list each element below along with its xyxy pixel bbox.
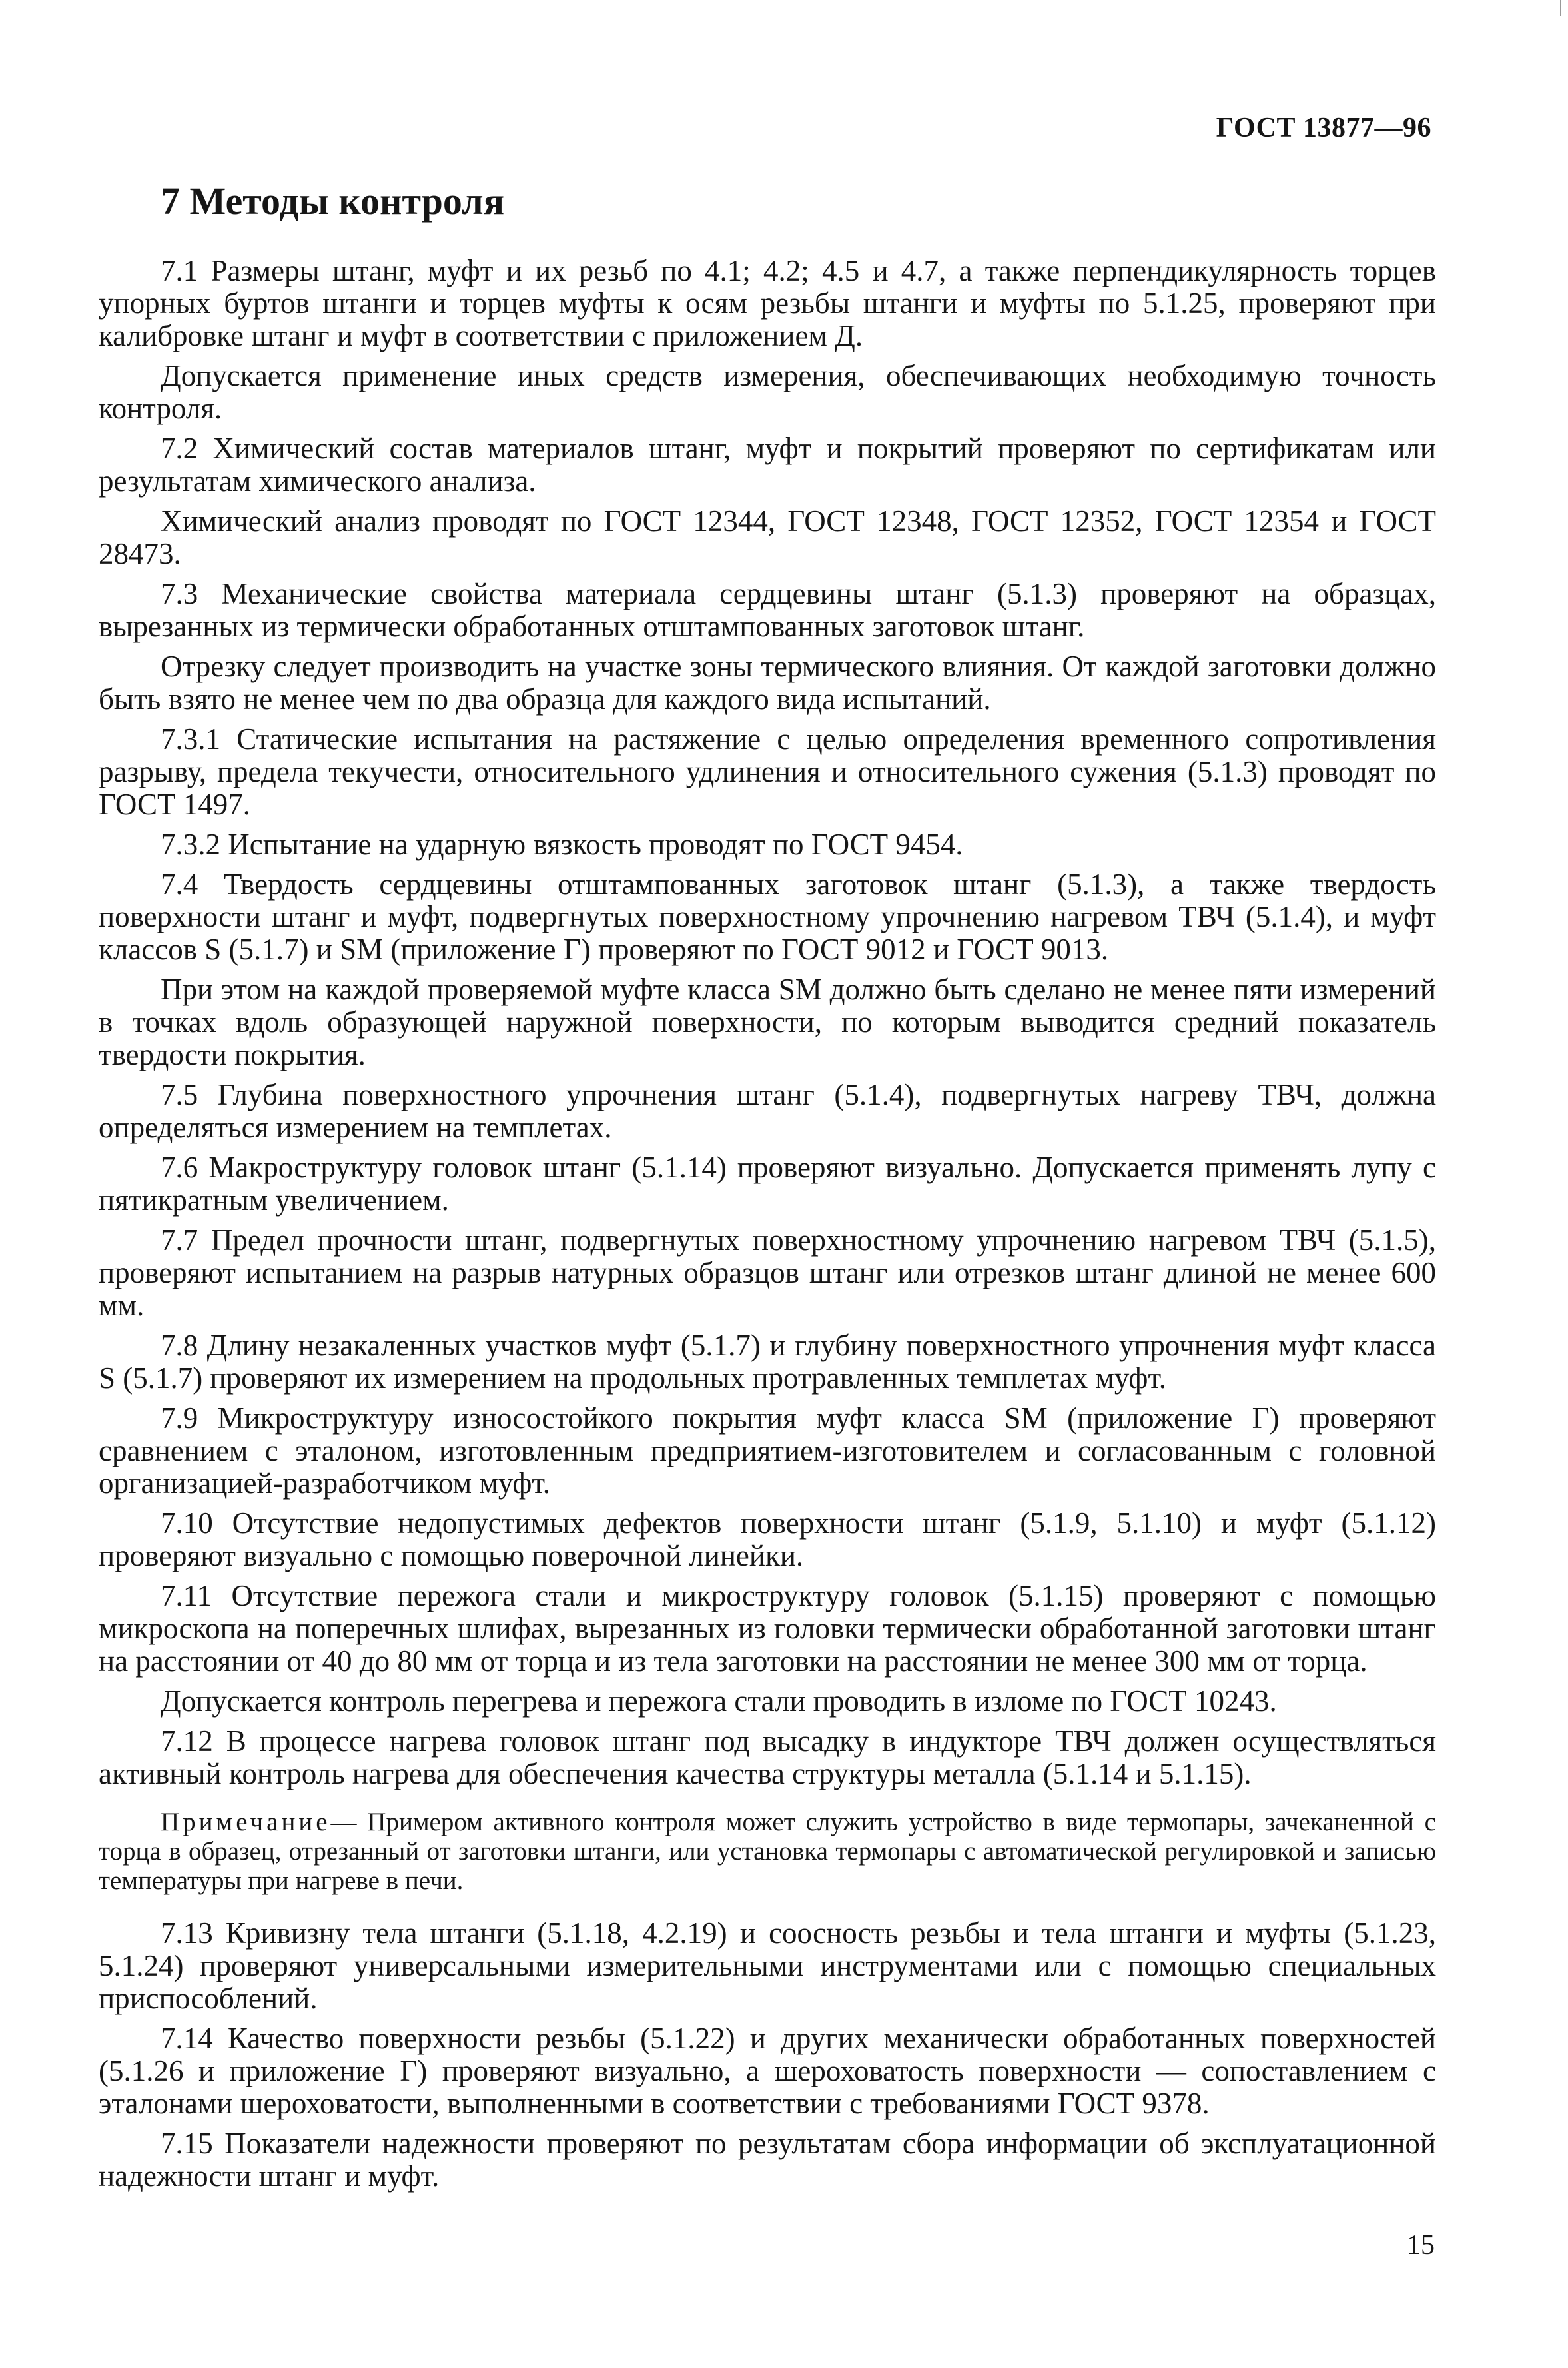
paragraph-7-11-overheat: Допускается контроль перегрева и пережога стали проводить в изломе по ГОСТ 10243. [161,1684,1277,1718]
paragraph-7-2-analysis: Химический анализ проводят по ГОСТ 12344, ГОСТ 12348, ГОСТ 12352, ГОСТ 12354 и ГОСТ 28473. [99,504,1436,570]
paragraph-7-3-cutting: Отрезку следует производить на участке зоны термического влияния. От каждой заготовки должно быть взято не менее чем по два образца для каждого вида испытаний. [99,650,1436,716]
paragraph-7-14: 7.14 Качество поверхности резьбы (5.1.22) и других механически обработанных поверхностей (5.1.26 и приложение Г) проверяют визуально, а шероховатость поверхности — сопоставлением с эталонами шероховатости, выполненными в соответствии с требованиями ГОСТ 9378. [99,2022,1436,2120]
document-code-header: ГОСТ 13877—96 [1216,113,1431,143]
paragraph-7-12: 7.12 В процессе нагрева головок штанг под высадку в индукторе ТВЧ должен осуществляться активный контроль нагрева для обеспечения качества структуры металла (5.1.14 и 5.1.15). [99,1724,1436,1790]
paragraph-7-15: 7.15 Показатели надежности проверяют по результатам сбора информации об эксплуатационной надежности штанг и муфт. [99,2127,1436,2193]
document-body [99,180,1436,2200]
paragraph-7-6: 7.6 Макроструктуру головок штанг (5.1.14) проверяют визуально. Допускается применять лупу с пятикратным увеличением. [99,1151,1436,1217]
note-block [99,1808,1436,1896]
paragraph-7-1-note: Допускается применение иных средств измерения, обеспечивающих необходимую точность контроля. [99,359,1436,425]
section-title: 7 Методы контроля [161,179,505,223]
paragraph-7-4-measurements: При этом на каждой проверяемой муфте класса SM должно быть сделано не менее пяти измерений в точках вдоль образующей наружной поверхности, по которым выводится средний показатель твердости покрытия. [99,973,1436,1071]
paragraph-7-5: 7.5 Глубина поверхностного упрочнения штанг (5.1.4), подвергнутых нагреву ТВЧ, должна определяться измерением на темплетах. [99,1078,1436,1144]
note-label: Примечание [161,1808,331,1836]
page-number: 15 [1407,2230,1435,2261]
paragraph-7-4: 7.4 Твердость сердцевины отштампованных заготовок штанг (5.1.3), а также твердость поверхности штанг и муфт, подвергнутых поверхностному упрочнению нагревом ТВЧ (5.1.4), и муфт классов S (5.1.7) и SM (приложение Г) проверяют по ГОСТ 9012 и ГОСТ 9013. [99,868,1436,966]
paragraph-7-8: 7.8 Длину незакаленных участков муфт (5.1.7) и глубину поверхностного упрочнения муфт класса S (5.1.7) проверяют их измерением на продольных протравленных темплетах муфт. [99,1329,1436,1395]
paragraph-7-7: 7.7 Предел прочности штанг, подвергнутых поверхностному упрочнению нагревом ТВЧ (5.1.5), проверяют испытанием на разрыв натурных образцов штанг или отрезков штанг длиной не менее 600 мм. [99,1223,1436,1322]
paragraph-7-13: 7.13 Кривизну тела штанги (5.1.18, 4.2.19) и соосность резьбы и тела штанги и муфты (5.1.23, 5.1.24) проверяют универсальными измерительными инструментами или с помощью специальных приспособлений. [99,1916,1436,2015]
paragraph-7-3-2: 7.3.2 Испытание на ударную вязкость проводят по ГОСТ 9454. [161,828,963,861]
paragraph-7-3-1: 7.3.1 Статические испытания на растяжение с целью определения временного сопротивления разрыву, предела текучести, относительного удлинения и относительного сужения (5.1.3) проводят по ГОСТ 1497. [99,722,1436,821]
note-text: — Примером активного контроля может служить устройство в виде термопары, зачеканенной с торца в образец, отрезанный от заготовки штанги, или установка термопары с автоматической регулировкой и записью температуры при нагреве в печи. [99,1808,1436,1895]
paragraph-7-1: 7.1 Размеры штанг, муфт и их резьб по 4.1; 4.2; 4.5 и 4.7, а также перпендикулярность торцев упорных буртов штанги и торцев муфты к осям резьбы штанги и муфты по 5.1.25, проверяют при калибровке штанг и муфт в соответствии с приложением Д. [99,254,1436,352]
paragraph-7-3: 7.3 Механические свойства материала сердцевины штанг (5.1.3) проверяют на образцах, вырезанных из термически обработанных отштампованных заготовок штанг. [99,577,1436,643]
paragraph-7-9: 7.9 Микроструктуру износостойкого покрытия муфт класса SM (приложение Г) проверяют сравнением с эталоном, изготовленным предприятием-изготовителем и согласованным с головной организацией-разработчиком муфт. [99,1401,1436,1500]
paragraph-7-11: 7.11 Отсутствие пережога стали и микроструктуру головок (5.1.15) проверяют с помощью микроскопа на поперечных шлифах, вырезанных из головки термически обработанной заготовки штанг на расстоянии от 40 до 80 мм от торца и из тела заготовки на расстоянии не менее 300 мм от торца. [99,1579,1436,1678]
scan-edge-mark [1560,0,1561,16]
paragraph-7-2: 7.2 Химический состав материалов штанг, муфт и покрытий проверяют по сертификатам или результатам химического анализа. [99,432,1436,498]
paragraph-7-10: 7.10 Отсутствие недопустимых дефектов поверхности штанг (5.1.9, 5.1.10) и муфт (5.1.12) проверяют визуально с помощью поверочной линейки. [99,1506,1436,1572]
